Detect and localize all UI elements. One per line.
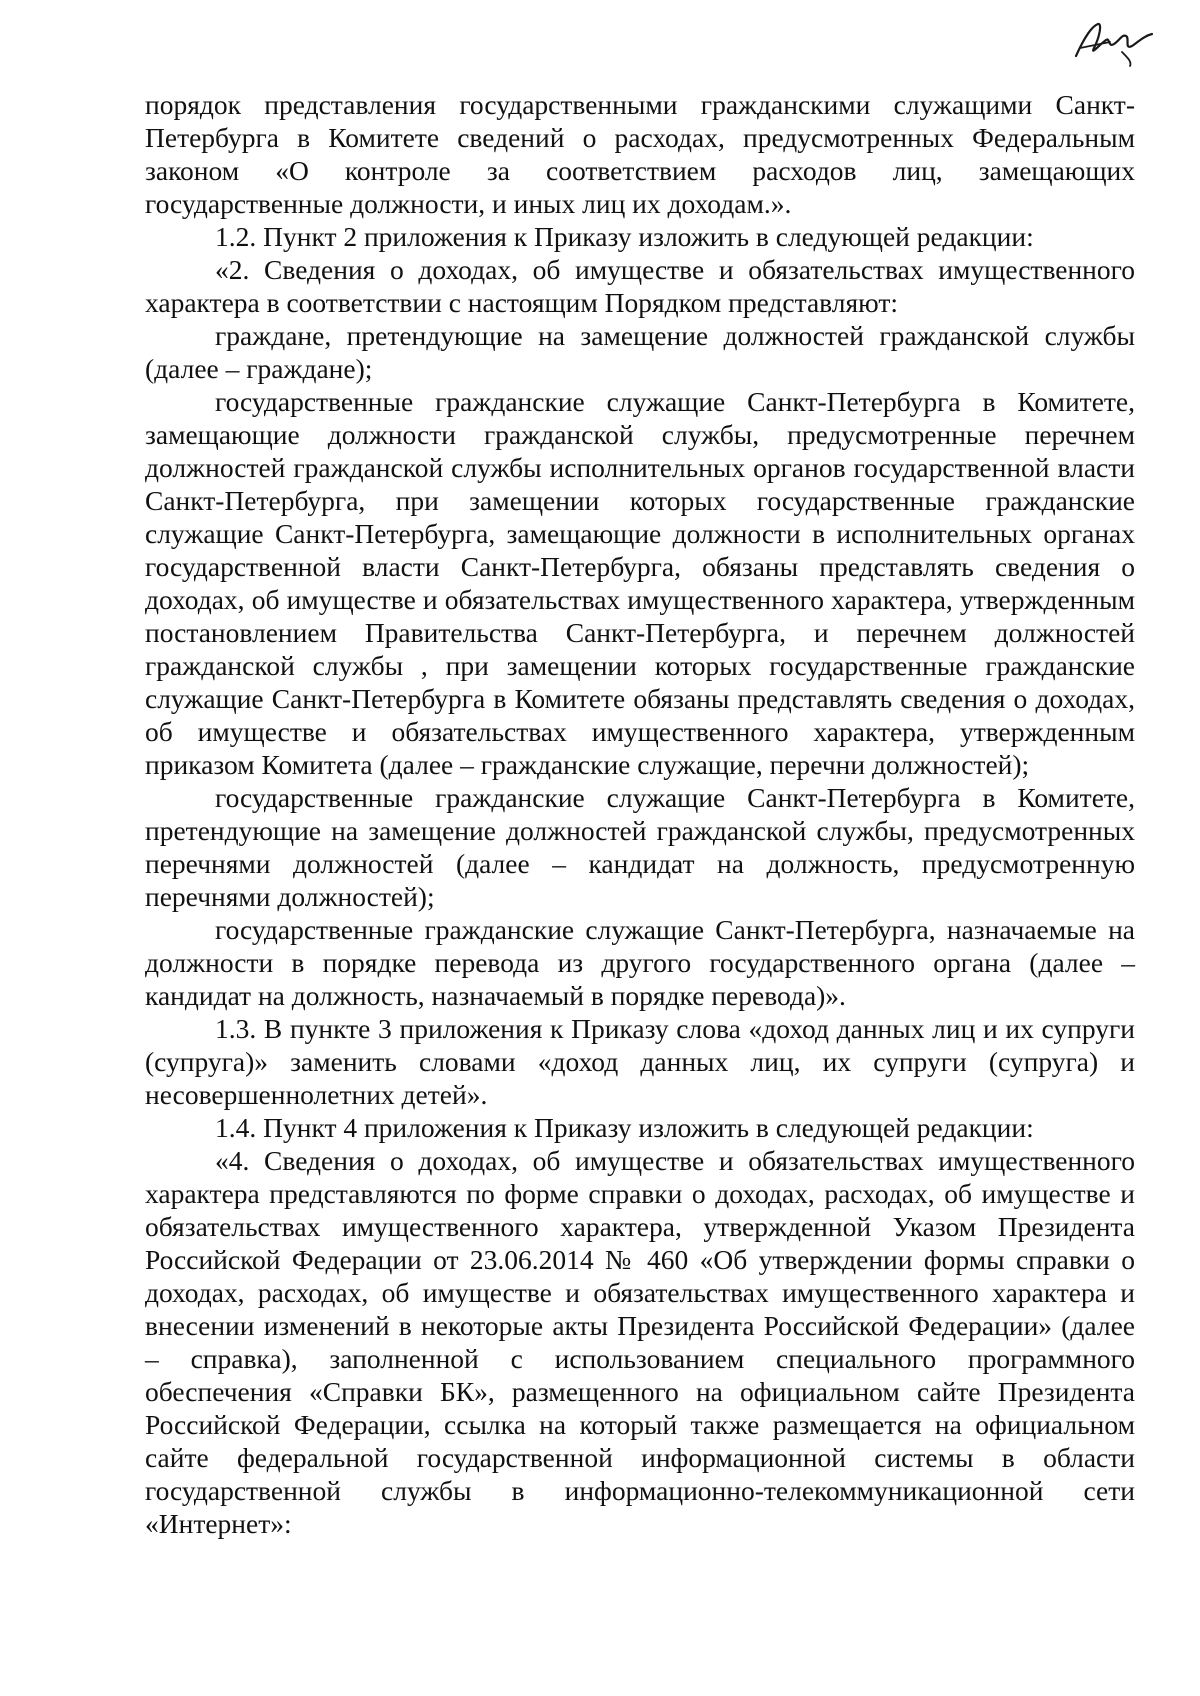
paragraph-item-1-2: 1.2. Пункт 2 приложения к Приказу изложить в следующей редакции: bbox=[215, 221, 1034, 252]
paragraph-citizens: граждане, претендующие на замещение должностей гражданской службы (далее – граждане); bbox=[145, 320, 1135, 384]
paragraph-item-1-3: 1.3. В пункте 3 приложения к Приказу слова «доход данных лиц и их супруги (супруга)» заменить словами «доход данных лиц, их супруги (супруга) и несовершеннолетних детей». bbox=[145, 1013, 1135, 1110]
handwritten-signature bbox=[1070, 18, 1160, 68]
document-body bbox=[145, 88, 1135, 1540]
paragraph-intro-continuation: порядок представления государственными гражданскими служащими Санкт-Петербурга в Комитете сведений о расходах, предусмотренных Федеральным законом «О контроле за соответствием расходов лиц, замещающих государственные должности, и иных лиц их доходам.». bbox=[145, 89, 1135, 219]
paragraph-point-4-text: «4. Сведения о доходах, об имуществе и обязательствах имущественного характера представляются по форме справки о доходах, расходах, об имуществе и обязательствах имущественного характера, утвержденной Указом Президента Российской Федерации от 23.06.2014 № 460 «Об утверждении формы справки о доходах, расходах, об имуществе и обязательствах имущественного характера и внесении изменений в некоторые акты Президента Российской Федерации» (далее – справка), заполненной с использованием специального программного обеспечения «Справки БК», размещенного на официальном сайте Президента Российской Федерации, ссылка на который также размещается на официальном сайте федеральной государственной информационной системы в области государственной службы в информационно-телекоммуникационной сети «Интернет»: bbox=[145, 1145, 1135, 1539]
paragraph-civil-servants: государственные гражданские служащие Санкт-Петербурга в Комитете, замещающие должности гражданской службы, предусмотренные перечнем должностей гражданской службы исполнительных органов государственной власти Санкт-Петербурга, при замещении которых государственные гражданские служащие Санкт-Петербурга, замещающие должности в исполнительных органах государственной власти Санкт-Петербурга, обязаны представлять сведения о доходах, об имуществе и обязательствах имущественного характера, утвержденным постановлением Правительства Санкт-Петербурга, и перечнем должностей гражданской службы , при замещении которых государственные гражданские служащие Санкт-Петербурга в Комитете обязаны представлять сведения о доходах, об имуществе и обязательствах имущественного характера, утвержденным приказом Комитета (далее – гражданские служащие, перечни должностей); bbox=[145, 386, 1135, 780]
paragraph-candidates: государственные гражданские служащие Санкт-Петербурга в Комитете, претендующие на замещение должностей гражданской службы, предусмотренных перечнями должностей (далее – кандидат на должность, предусмотренную перечнями должностей); bbox=[145, 782, 1135, 912]
paragraph-item-1-4: 1.4. Пункт 4 приложения к Приказу изложить в следующей редакции: bbox=[215, 1112, 1034, 1143]
paragraph-point-2-heading: «2. Сведения о доходах, об имуществе и обязательствах имущественного характера в соответствии с настоящим Порядком представляют: bbox=[145, 254, 1135, 318]
paragraph-transferred-candidates: государственные гражданские служащие Санкт-Петербурга, назначаемые на должности в порядке перевода из другого государственного органа (далее – кандидат на должность, назначаемый в порядке перевода)». bbox=[145, 914, 1135, 1011]
